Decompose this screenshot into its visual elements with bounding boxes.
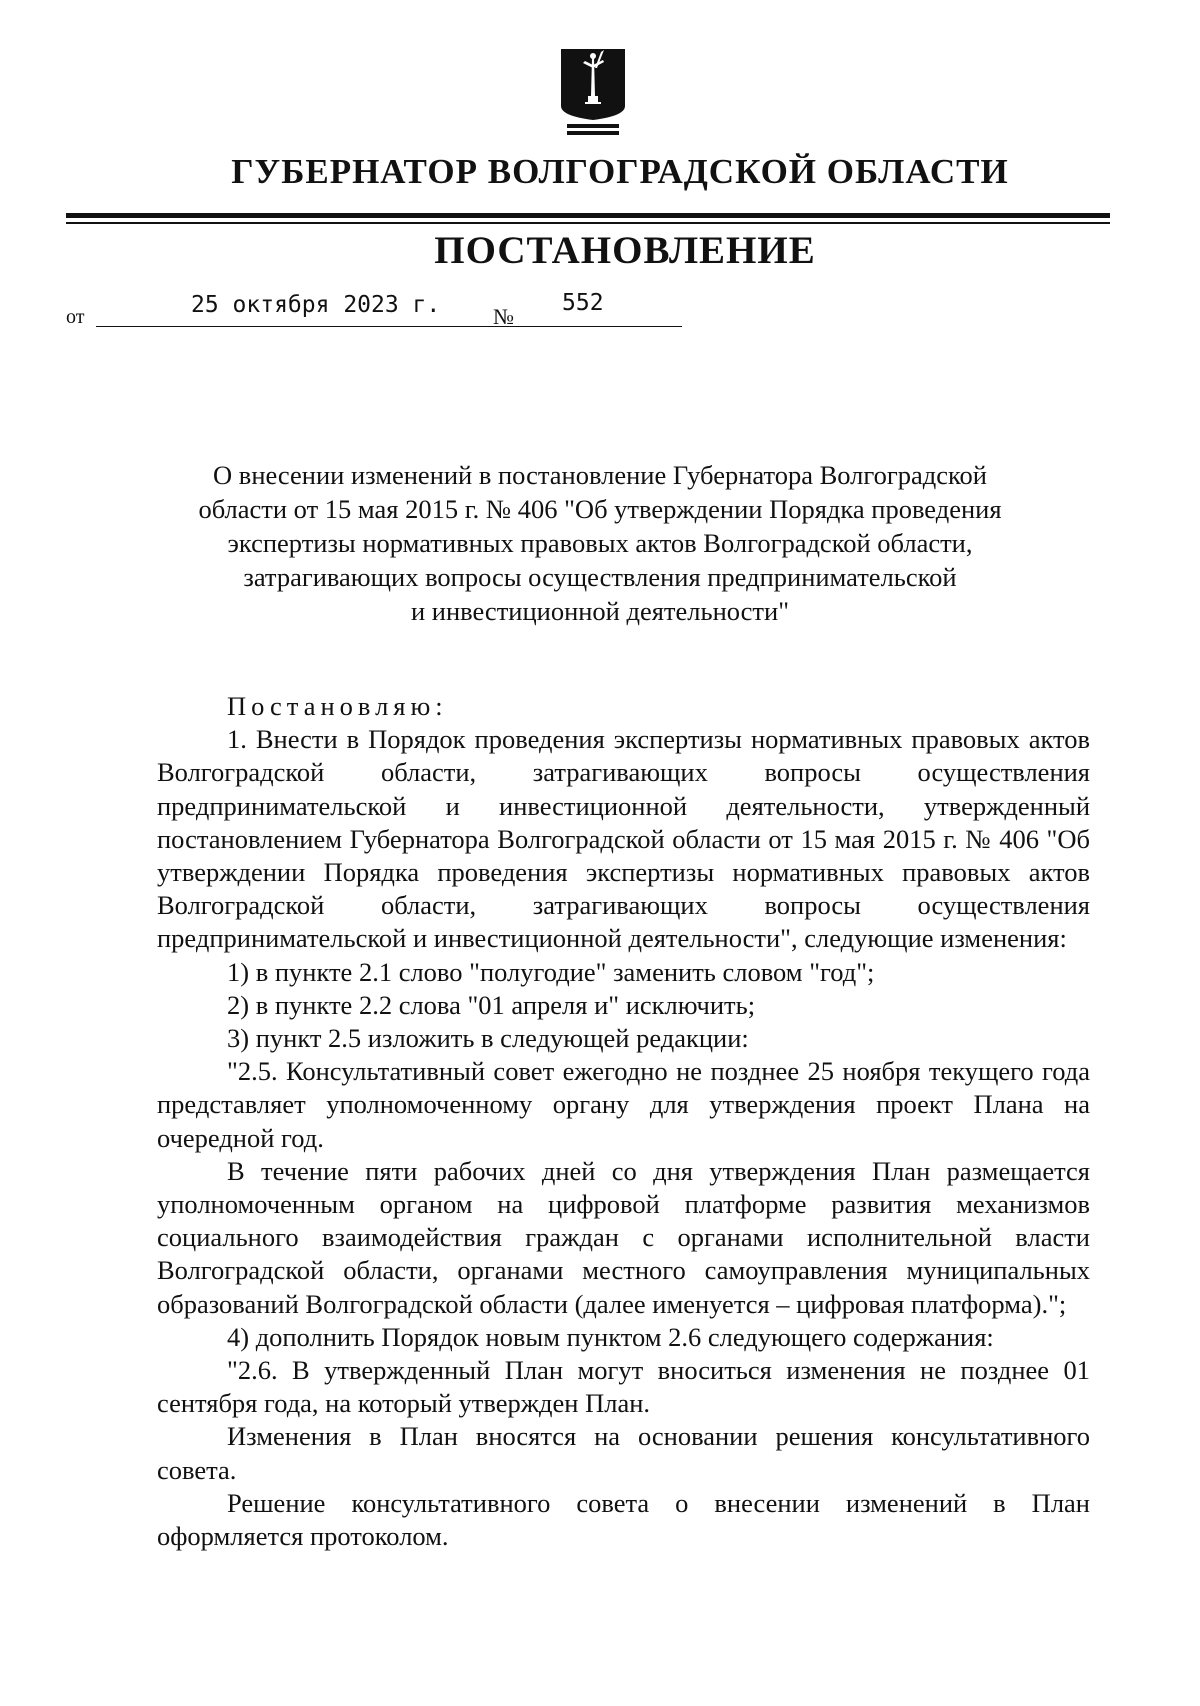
body-paragraph: 1) в пункте 2.1 слово "полугодие" заменить словом "год"; (227, 956, 875, 987)
body-paragraph: В течение пяти рабочих дней со дня утверждения План размещается уполномоченным органом на цифровой платформе развития механизмов социального взаимодействия граждан с органами исполнительной власти Волгоградской области, органами местного самоуправления муниципальных образований Волгоградской области (далее именуется – цифровая платформа)."; (157, 1155, 1090, 1319)
date-prefix: от (66, 306, 85, 328)
document-date: 25 октября 2023 г. (191, 292, 441, 318)
body-paragraph: "2.6. В утвержденный План могут вноситься изменения не позднее 01 сентября года, на который утвержден План. (157, 1355, 1090, 1419)
title-line: О внесении изменений в постановление Губернатора Волгоградской (213, 460, 987, 490)
title-line: и инвестиционной деятельности" (410, 596, 790, 626)
issuer-name: ГУБЕРНАТОР ВОЛГОГРАДСКОЙ ОБЛАСТИ (231, 152, 1009, 191)
body-paragraph: Изменения в План вносятся на основании решения консультативного совета. (157, 1421, 1090, 1485)
body-paragraph: Решение консультативного совета о внесении изменений в План оформляется протоколом. (157, 1487, 1090, 1552)
resolution-intro: Постановляю: (227, 691, 448, 721)
header-rule-thin (66, 222, 1110, 224)
number-prefix: № (493, 304, 514, 329)
header-rule-thick (66, 213, 1110, 218)
body-paragraph: 4) дополнить Порядок новым пунктом 2.6 следующего содержания: (227, 1321, 994, 1352)
body-paragraph: 1. Внести в Порядок проведения экспертизы нормативных правовых актов Волгоградской области, затрагивающих вопросы осуществления предпринимательской и инвестиционной деятельности, утвержденный постановлением Губернатора Волгоградской области от 15 мая 2015 г. № 406 "Об утверждении Порядка проведения экспертизы нормативных правовых актов Волгоградской области, затрагивающих вопросы осуществления предпринимательской и инвестиционной деятельности", следующие изменения: (157, 724, 1090, 954)
title-line: области от 15 мая 2015 г. № 406 "Об утверждении Порядка проведения (198, 494, 1002, 524)
volgograd-region-emblem-icon (557, 46, 629, 140)
document-type: ПОСТАНОВЛЕНИЕ (434, 229, 816, 272)
document-title (150, 458, 1050, 628)
document-number: 552 (562, 290, 604, 316)
title-line: затрагивающих вопросы осуществления предпринимательской (243, 562, 957, 592)
body-paragraph: 2) в пункте 2.2 слова "01 апреля и" исключить; (227, 989, 756, 1020)
document-body (157, 690, 1090, 1553)
title-line: экспертизы нормативных правовых актов Волгоградской области, (227, 528, 973, 558)
body-paragraph: 3) пункт 2.5 изложить в следующей редакции: (227, 1023, 749, 1054)
body-paragraph: "2.5. Консультативный совет ежегодно не позднее 25 ноября текущего года представляет уполномоченному органу для утверждения проект Плана на очередной год. (157, 1056, 1090, 1153)
date-number-row (66, 290, 686, 334)
number-field (522, 290, 682, 327)
date-field (96, 290, 542, 327)
